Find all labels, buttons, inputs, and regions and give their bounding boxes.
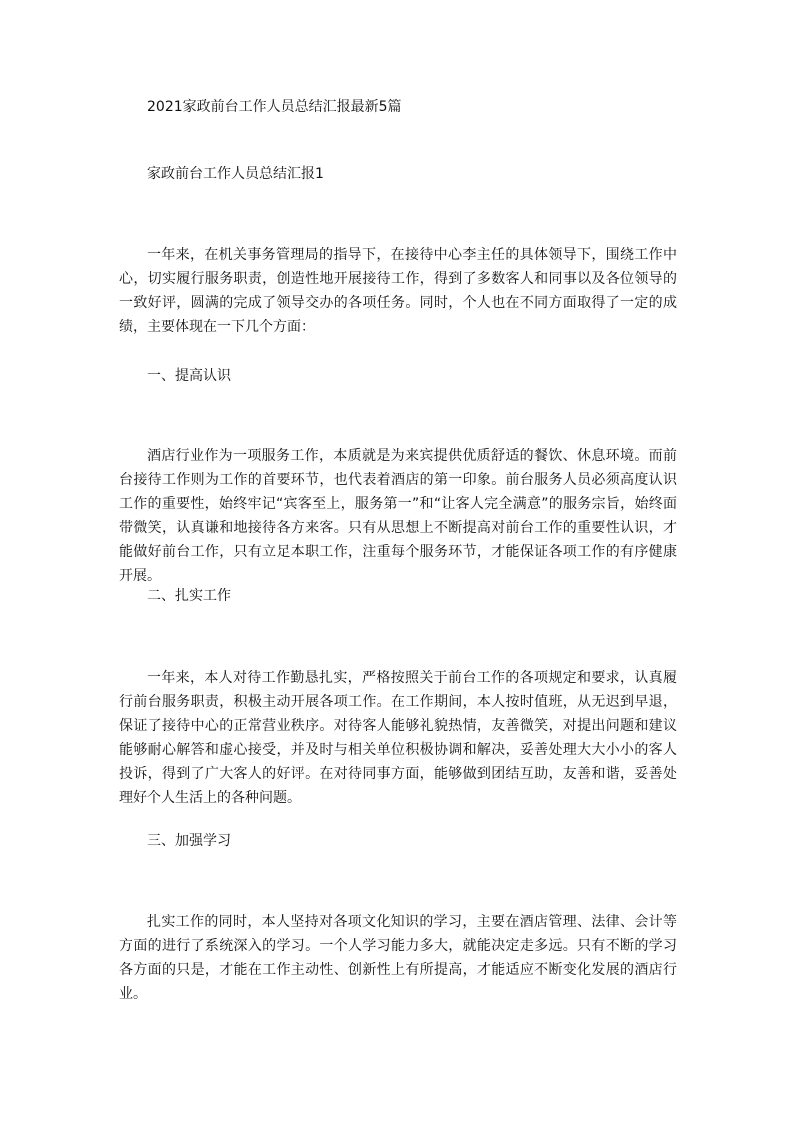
section-heading-2: 二、扎实工作 [147,588,231,604]
section-heading-3: 三、加强学习 [147,833,231,849]
section-paragraph-2: 一年来，本人对待工作勤恳扎实，严格按照关于前台工作的各项规定和要求，认真履行前台服务职责，积极主动开展各项工作。在工作期间，本人按时值班，从无迟到早退，保证了接待中心的正常营业秩序。对待客人能够礼貌热情，友善微笑，对提出问题和建议能够耐心解答和虚心接受，并及时与相关单位积极协调和解决，妥善处理大大小小的客人投诉，得到了广大客人的好评。在对待同事方面，能够做到团结互助，友善和谐，妥善处理好个人生活上的各种问题。 [119,670,677,806]
intro-paragraph: 一年来，在机关事务管理局的指导下，在接待中心李主任的具体领导下，围绕工作中心，切实履行服务职责，创造性地开展接待工作，得到了多数客人和同事以及各位领导的一致好评，圆满的完成了领导交办的各项任务。同时，个人也在不同方面取得了一定的成绩，主要体现在一下几个方面： [119,247,677,335]
section-heading-1: 一、提高认识 [147,368,231,384]
document-title: 2021家政前台工作人员总结汇报最新5篇 [147,99,402,115]
section-paragraph-3: 扎实工作的同时，本人坚持对各项文化知识的学习，主要在酒店管理、法律、会计等方面的进行了系统深入的学习。一个人学习能力多大，就能决定走多远。只有不断的学习各方面的只是，才能在工作主动性、创新性上有所提高，才能适应不断变化发展的酒店行业。 [119,914,677,1002]
section-paragraph-1: 酒店行业作为一项服务工作，本质就是为来宾提供优质舒适的餐饮、休息环境。而前台接待工作则为工作的首要环节，也代表着酒店的第一印象。前台服务人员必须高度认识工作的重要性，始终牢记“宾客至上，服务第一”和“让客人完全满意”的服务宗旨，始终面带微笑，认真谦和地接待各方来客。只有从思想上不断提高对前台工作的重要性认识，才能做好前台工作，只有立足本职工作，注重每个服务环节，才能保证各项工作的有序健康开展。 [119,448,677,584]
document-subtitle: 家政前台工作人员总结汇报1 [147,166,324,182]
